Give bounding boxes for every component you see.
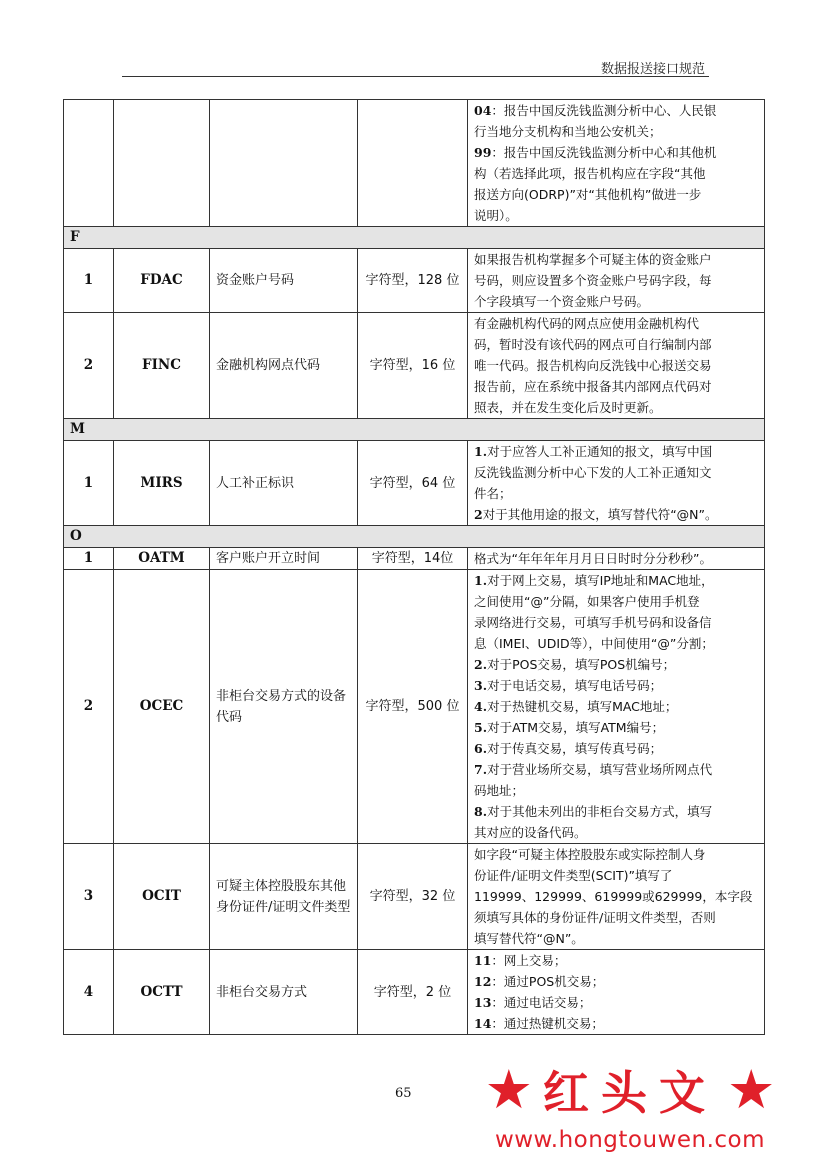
description-text: 对于网上交易，填写IP地址和MAC地址， xyxy=(487,573,714,588)
description-line xyxy=(474,633,758,654)
table-row-continuation xyxy=(64,100,765,227)
field-number: 4 xyxy=(64,950,114,1035)
description-line xyxy=(474,483,758,504)
description-text: 照表，并在发生变化后及时更新。 xyxy=(474,400,662,415)
description-text: 对于其他用途的报文，填写替代符“@N”。 xyxy=(482,507,718,522)
description-code: 2. xyxy=(474,657,488,672)
description-text: ：报告中国反洗钱监测分析中心、人民银 xyxy=(491,103,717,118)
description-text: 息（IMEI、UDID等），中间使用“@”分割； xyxy=(474,636,714,651)
description-line xyxy=(474,907,758,928)
watermark-url: www.hongtouwen.com xyxy=(494,1127,766,1153)
description-code: 1. xyxy=(474,573,488,588)
description-text: 件名； xyxy=(474,486,512,501)
field-name: 金融机构网点代码 xyxy=(210,313,358,419)
description-text: 码地址； xyxy=(474,783,525,798)
header-title: 数据报送接口规范 xyxy=(600,62,705,77)
field-description xyxy=(468,100,765,227)
table-row xyxy=(64,950,765,1035)
page-number: 65 xyxy=(395,1086,412,1101)
header-rule xyxy=(122,76,709,77)
description-line xyxy=(474,462,758,483)
description-text: 对于POS交易，填写POS机编号； xyxy=(487,657,676,672)
field-type: 字符型，16 位 xyxy=(358,313,468,419)
description-line xyxy=(474,865,758,886)
field-number: 1 xyxy=(64,548,114,570)
description-code: 12 xyxy=(474,974,492,989)
description-line xyxy=(474,801,758,822)
empty-cell xyxy=(210,100,358,227)
field-description xyxy=(468,548,765,570)
field-description xyxy=(468,844,765,950)
description-text: ：网上交易； xyxy=(491,953,567,968)
description-line xyxy=(474,654,758,675)
section-header-row xyxy=(64,419,765,441)
description-text: 份证件/证明文件类型(SCIT)”填写了 xyxy=(474,868,673,883)
table-row xyxy=(64,844,765,950)
description-line xyxy=(474,696,758,717)
spec-table-body xyxy=(64,100,765,1035)
description-text: 对于其他未列出的非柜台交易方式，填写 xyxy=(487,804,713,819)
field-code: OATM xyxy=(114,548,210,570)
field-number: 1 xyxy=(64,441,114,526)
section-header-row xyxy=(64,526,765,548)
description-line xyxy=(474,249,758,270)
field-description xyxy=(468,313,765,419)
field-name: 人工补正标识 xyxy=(210,441,358,526)
description-code: 1. xyxy=(474,444,488,459)
description-code: 4. xyxy=(474,699,488,714)
description-line xyxy=(474,822,758,843)
description-text: 须填写具体的身份证件/证明文件类型，否则 xyxy=(474,910,716,925)
field-type: 字符型，128 位 xyxy=(358,249,468,313)
description-text: 对于ATM交易，填写ATM编号； xyxy=(487,720,665,735)
description-code: 6. xyxy=(474,741,488,756)
field-description xyxy=(468,249,765,313)
description-line xyxy=(474,612,758,633)
field-name: 非柜台交易方式 xyxy=(210,950,358,1035)
description-code: 2 xyxy=(474,507,483,522)
description-text: 之间使用“@”分隔，如果客户使用手机登 xyxy=(474,594,700,609)
field-number: 3 xyxy=(64,844,114,950)
empty-cell xyxy=(114,100,210,227)
description-line xyxy=(474,717,758,738)
description-line xyxy=(474,355,758,376)
description-line xyxy=(474,205,758,226)
section-letter: O xyxy=(64,526,765,548)
table-row xyxy=(64,548,765,570)
field-type: 字符型，32 位 xyxy=(358,844,468,950)
description-line xyxy=(474,844,758,865)
description-line xyxy=(474,313,758,334)
field-code: FDAC xyxy=(114,249,210,313)
description-text: 有金融机构代码的网点应使用金融机构代 xyxy=(474,316,700,331)
description-text: 号码，则应设置多个资金账户号码字段，每 xyxy=(474,273,712,288)
field-name: 可疑主体控股股东其他身份证件/证明文件类型 xyxy=(210,844,358,950)
description-text: 格式为“年年年年月月日日时时分分秒秒”。 xyxy=(474,551,712,566)
description-line xyxy=(474,591,758,612)
description-text: ：通过POS机交易； xyxy=(491,974,605,989)
description-line xyxy=(474,548,758,569)
description-text: 119999、129999、619999或629999，本字段 xyxy=(474,889,753,904)
description-line xyxy=(474,738,758,759)
table-row xyxy=(64,441,765,526)
description-text: ：通过热键机交易； xyxy=(491,1016,604,1031)
description-line xyxy=(474,675,758,696)
field-code: FINC xyxy=(114,313,210,419)
empty-cell xyxy=(358,100,468,227)
field-description xyxy=(468,950,765,1035)
description-text: 唯一代码。报告机构向反洗钱中心报送交易 xyxy=(474,358,712,373)
description-text: 录网络进行交易，可填写手机号码和设备信 xyxy=(474,615,712,630)
description-text: 行当地分支机构和当地公安机关； xyxy=(474,124,662,139)
description-text: 对于营业场所交易，填写营业场所网点代 xyxy=(487,762,713,777)
description-text: 其对应的设备代码。 xyxy=(474,825,587,840)
description-line xyxy=(474,1013,758,1034)
description-code: 13 xyxy=(474,995,492,1010)
field-number: 1 xyxy=(64,249,114,313)
table-row xyxy=(64,249,765,313)
description-line xyxy=(474,163,758,184)
description-line xyxy=(474,334,758,355)
description-line xyxy=(474,992,758,1013)
table-row xyxy=(64,313,765,419)
description-code: 8. xyxy=(474,804,488,819)
table-row xyxy=(64,570,765,844)
description-line xyxy=(474,441,758,462)
star-icon: ★ xyxy=(727,1058,776,1121)
description-text: ：通过电话交易； xyxy=(491,995,592,1010)
description-code: 7. xyxy=(474,762,488,777)
field-number: 2 xyxy=(64,313,114,419)
spec-table xyxy=(63,99,765,1035)
field-code: OCIT xyxy=(114,844,210,950)
description-text: 说明）。 xyxy=(474,208,518,223)
description-line xyxy=(474,504,758,525)
description-line xyxy=(474,759,758,780)
description-line xyxy=(474,570,758,591)
field-type: 字符型，64 位 xyxy=(358,441,468,526)
description-text: 如果报告机构掌握多个可疑主体的资金账户 xyxy=(474,252,712,267)
description-line xyxy=(474,291,758,312)
field-code: OCEC xyxy=(114,570,210,844)
description-text: 构（若选择此项，报告机构应在字段“其他 xyxy=(474,166,706,181)
description-text: 反洗钱监测分析中心下发的人工补正通知文 xyxy=(474,465,712,480)
field-number: 2 xyxy=(64,570,114,844)
field-name: 非柜台交易方式的设备代码 xyxy=(210,570,358,844)
watermark-text: 红头文 xyxy=(543,1066,717,1120)
watermark-row xyxy=(440,1055,820,1125)
field-code: OCTT xyxy=(114,950,210,1035)
description-text: 报送方向(ODRP)”对“其他机构”做进一步 xyxy=(474,187,702,202)
description-text: 报告前，应在系统中报备其内部网点代码对 xyxy=(474,379,712,394)
watermark-logo xyxy=(440,1055,820,1165)
field-name: 资金账户号码 xyxy=(210,249,358,313)
star-icon: ★ xyxy=(484,1058,533,1121)
description-line xyxy=(474,100,758,121)
field-code: MIRS xyxy=(114,441,210,526)
section-header-row xyxy=(64,227,765,249)
field-type: 字符型，2 位 xyxy=(358,950,468,1035)
description-line xyxy=(474,121,758,142)
description-text: 对于热键机交易，填写MAC地址； xyxy=(487,699,678,714)
description-line xyxy=(474,270,758,291)
description-text: ：报告中国反洗钱监测分析中心和其他机 xyxy=(491,145,717,160)
description-line xyxy=(474,928,758,949)
description-line xyxy=(474,971,758,992)
field-description xyxy=(468,570,765,844)
description-text: 码，暂时没有该代码的网点可自行编制内部 xyxy=(474,337,712,352)
description-line xyxy=(474,376,758,397)
description-line xyxy=(474,950,758,971)
section-letter: M xyxy=(64,419,765,441)
section-letter: F xyxy=(64,227,765,249)
description-code: 11 xyxy=(474,953,492,968)
description-text: 对于电话交易，填写电话号码； xyxy=(487,678,663,693)
description-line xyxy=(474,142,758,163)
description-text: 如字段“可疑主体控股股东或实际控制人身 xyxy=(474,847,706,862)
field-name: 客户账户开立时间 xyxy=(210,548,358,570)
description-line xyxy=(474,184,758,205)
field-description xyxy=(468,441,765,526)
field-type: 字符型，14位 xyxy=(358,548,468,570)
description-code: 04 xyxy=(474,103,492,118)
description-code: 14 xyxy=(474,1016,492,1031)
description-line xyxy=(474,397,758,418)
empty-cell xyxy=(64,100,114,227)
description-code: 99 xyxy=(474,145,492,160)
description-text: 填写替代符“@N”。 xyxy=(474,931,584,946)
description-code: 3. xyxy=(474,678,488,693)
description-text: 对于应答人工补正通知的报文，填写中国 xyxy=(487,444,713,459)
description-text: 个字段填写一个资金账户号码。 xyxy=(474,294,650,309)
description-line xyxy=(474,886,758,907)
description-text: 对于传真交易，填写传真号码； xyxy=(487,741,663,756)
description-line xyxy=(474,780,758,801)
field-type: 字符型，500 位 xyxy=(358,570,468,844)
description-code: 5. xyxy=(474,720,488,735)
